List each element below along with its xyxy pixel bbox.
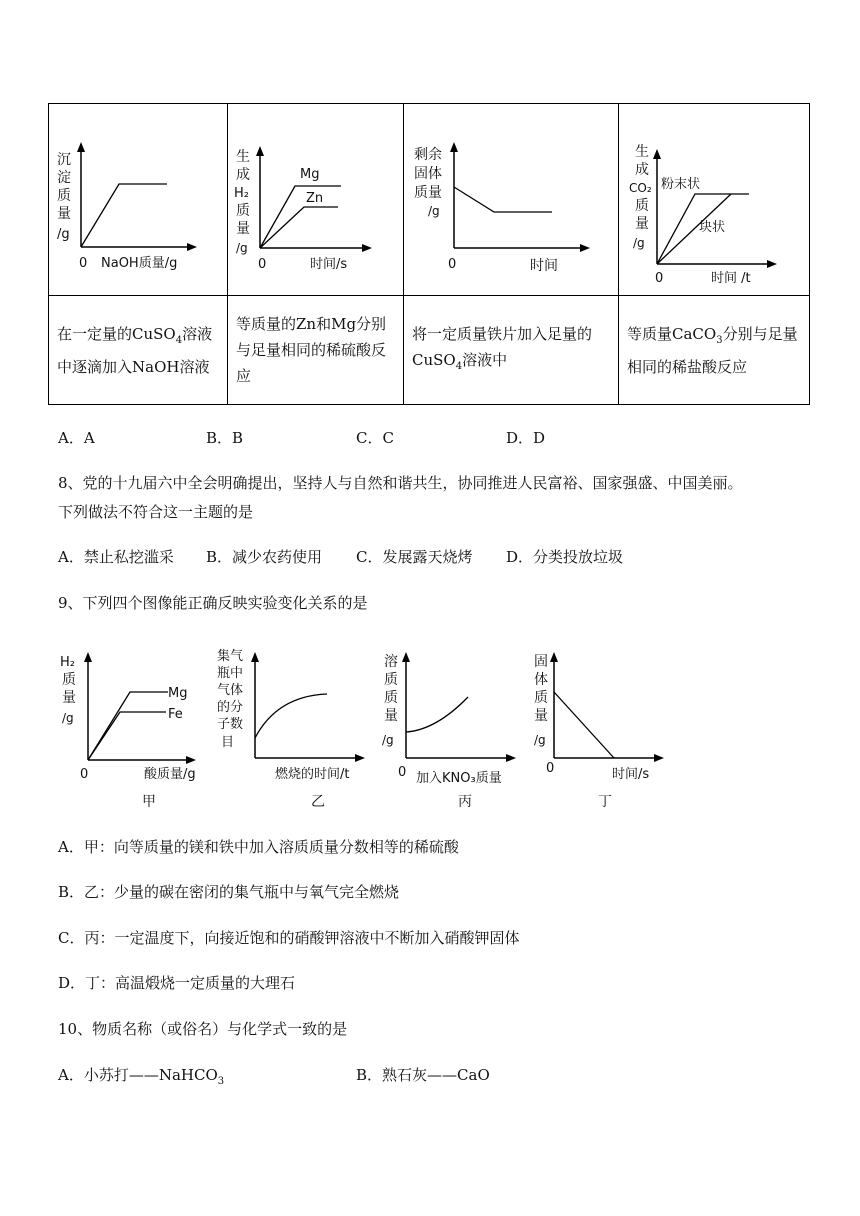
q9-bing-xlabel: 加入KNO₃质量 <box>416 771 502 786</box>
q7-g4-ylabel-0: 生 <box>635 144 649 160</box>
q9-bing-ylabel-0: 溶 <box>384 654 398 670</box>
q7-g2-ylabel-5: /g <box>236 241 248 255</box>
q9-yi-ylabel-0: 集气 <box>217 649 244 664</box>
q7-g2-origin: 0 <box>258 257 267 272</box>
q7-table <box>48 103 810 405</box>
q8-option-a[interactable]: A．禁止私挖滥采 <box>58 548 174 566</box>
q9-bing-origin: 0 <box>398 765 407 780</box>
q9-ding-ylabel-1: 体 <box>534 672 548 688</box>
q7-g2-ylabel-4: 量 <box>236 221 250 237</box>
q7-option-b[interactable]: B．B <box>206 429 244 447</box>
q9-bing-ylabel-4: /g <box>382 733 394 747</box>
q9-yi-ylabel-3: 的分 <box>217 700 244 715</box>
q7-g2-ylabel-0: 生 <box>236 149 250 165</box>
q7-g1-ylabel-4: /g <box>57 227 70 242</box>
q9-ding-ylabel-2: 质 <box>534 690 548 706</box>
q7-g4-ylabel-1: 成 <box>635 162 649 178</box>
q9-bing-ylabel-1: 质 <box>384 672 398 688</box>
q7-g4-series-powder: 粉末状 <box>661 177 701 192</box>
q7-g1-origin: 0 <box>79 256 88 271</box>
q9-ding-ylabel-3: 量 <box>534 708 548 724</box>
q7-desc-4: 等质量CaCO$_3$分别与足量相同的稀盐酸反应 <box>619 296 810 405</box>
q9-jia-ylabel-3: /g <box>62 711 74 725</box>
q9-bing-caption: 丙 <box>458 794 472 810</box>
q8-stem-line1: 8、党的十九届六中全会明确提出，坚持人与自然和谐共生，协同推进人民富裕、国家强盛、中国美丽。 <box>58 474 743 492</box>
q7-g2-xlabel: 时间/s <box>310 257 348 272</box>
q9-jia-xlabel: 酸质量/g <box>144 767 196 782</box>
q9-bing-ylabel-2: 质 <box>384 690 398 706</box>
q10-option-a[interactable]: A．小苏打——NaHCO$_3$ <box>58 1066 225 1087</box>
q9-stem: 9、下列四个图像能正确反映实验变化关系的是 <box>58 594 368 612</box>
q7-graph-cell-1 <box>49 104 228 296</box>
q9-ding-ylabel-4: /g <box>534 733 546 747</box>
q7-option-c[interactable]: C．C <box>356 429 394 447</box>
q7-g4-origin: 0 <box>655 271 664 286</box>
q7-desc-1: 在一定量的CuSO$_4$溶液中逐滴加入NaOH溶液 <box>49 296 228 405</box>
q7-g3-xlabel: 时间 <box>530 258 558 274</box>
q7-g4-xlabel: 时间 /t <box>711 271 751 286</box>
q9-ding-caption: 丁 <box>598 794 612 810</box>
q9-option-c[interactable]: C．丙：一定温度下，向接近饱和的硝酸钾溶液中不断加入硝酸钾固体 <box>58 929 520 947</box>
q7-g3-origin: 0 <box>448 257 457 272</box>
q7-g2-ylabel-1: 成 <box>236 167 250 183</box>
q7-option-d[interactable]: D．D <box>506 429 546 447</box>
q9-jia-caption: 甲 <box>142 794 156 810</box>
q7-graph-2 <box>228 104 403 291</box>
q7-g1-ylabel-0: 沉 <box>57 152 71 168</box>
q9-ding-origin: 0 <box>546 761 555 776</box>
q7-g2-series-mg: Mg <box>300 167 320 182</box>
q9-graph-jia <box>58 640 218 815</box>
q7-graph-cell-3 <box>404 104 619 296</box>
q7-g3-ylabel-3: /g <box>428 204 440 218</box>
q9-ding-ylabel-0: 固 <box>534 654 548 670</box>
q8-option-c[interactable]: C．发展露天烧烤 <box>356 548 473 566</box>
q7-g3-ylabel-2: 质量 <box>414 185 442 201</box>
q9-option-b[interactable]: B．乙：少量的碳在密闭的集气瓶中与氧气完全燃烧 <box>58 883 400 901</box>
q9-jia-series-fe: Fe <box>168 707 183 722</box>
q9-option-a[interactable]: A．甲：向等质量的镁和铁中加入溶质质量分数相等的稀硫酸 <box>58 838 459 856</box>
q9-jia-series-mg: Mg <box>168 686 188 701</box>
q7-g2-ylabel-3: 质 <box>236 203 250 219</box>
q9-option-d[interactable]: D．丁：高温煅烧一定质量的大理石 <box>58 974 296 992</box>
q7-graph-3 <box>404 104 618 291</box>
q7-g1-xlabel: NaOH质量/g <box>101 256 178 271</box>
q7-g4-ylabel-3: 质 <box>635 198 649 214</box>
q7-g4-series-block: 块状 <box>699 220 726 235</box>
q9-yi-ylabel-2: 气体 <box>217 683 244 698</box>
q7-g2-series-zn: Zn <box>306 191 324 206</box>
q8-option-d[interactable]: D．分类投放垃圾 <box>506 548 624 566</box>
q9-bing-ylabel-3: 量 <box>384 708 398 724</box>
q7-g1-ylabel-3: 量 <box>57 206 71 222</box>
q7-graph-4 <box>619 104 809 291</box>
q9-ding-xlabel: 时间/s <box>612 767 650 782</box>
q9-yi-ylabel-5: 目 <box>221 735 235 750</box>
q7-g4-ylabel-4: 量 <box>635 216 649 232</box>
q7-g1-ylabel-2: 质 <box>57 188 71 204</box>
q7-graph-cell-4 <box>619 104 810 296</box>
q7-g1-ylabel-1: 淀 <box>57 170 71 186</box>
q10-stem: 10、物质名称（或俗名）与化学式一致的是 <box>58 1020 348 1038</box>
q9-yi-ylabel-1: 瓶中 <box>217 666 244 681</box>
q7-graph-1 <box>49 104 227 291</box>
q7-g4-ylabel-2: CO₂ <box>629 181 652 195</box>
q7-g3-ylabel-0: 剩余 <box>414 147 442 163</box>
q9-yi-caption: 乙 <box>311 794 325 810</box>
q7-option-a[interactable]: A．A <box>58 429 95 447</box>
q7-graph-cell-2 <box>228 104 404 296</box>
q7-desc-2: 等质量的Zn和Mg分别与足量相同的稀硫酸反应 <box>228 296 404 405</box>
q7-g4-ylabel-5: /g <box>633 236 645 250</box>
q7-g2-ylabel-2: H₂ <box>234 186 249 201</box>
q7-desc-3: 将一定质量铁片加入足量的CuSO$_4$溶液中 <box>404 296 619 405</box>
q9-jia-ylabel-1: 质 <box>62 672 76 688</box>
q9-jia-ylabel-2: 量 <box>62 690 76 706</box>
q9-graph-ding <box>532 640 692 815</box>
q10-option-b[interactable]: B．熟石灰——CaO <box>356 1066 490 1084</box>
q9-jia-origin: 0 <box>80 767 89 782</box>
q9-yi-ylabel-4: 子数 <box>217 717 244 732</box>
q9-jia-ylabel-0: H₂ <box>60 655 75 670</box>
q8-option-b[interactable]: B．减少农药使用 <box>206 548 323 566</box>
q9-graph-yi <box>215 640 375 815</box>
q9-yi-xlabel: 燃烧的时间/t <box>275 767 350 782</box>
q8-stem-line2: 下列做法不符合这一主题的是 <box>58 503 254 521</box>
q9-graph-bing <box>378 640 538 815</box>
q7-g3-ylabel-1: 固体 <box>414 166 442 182</box>
